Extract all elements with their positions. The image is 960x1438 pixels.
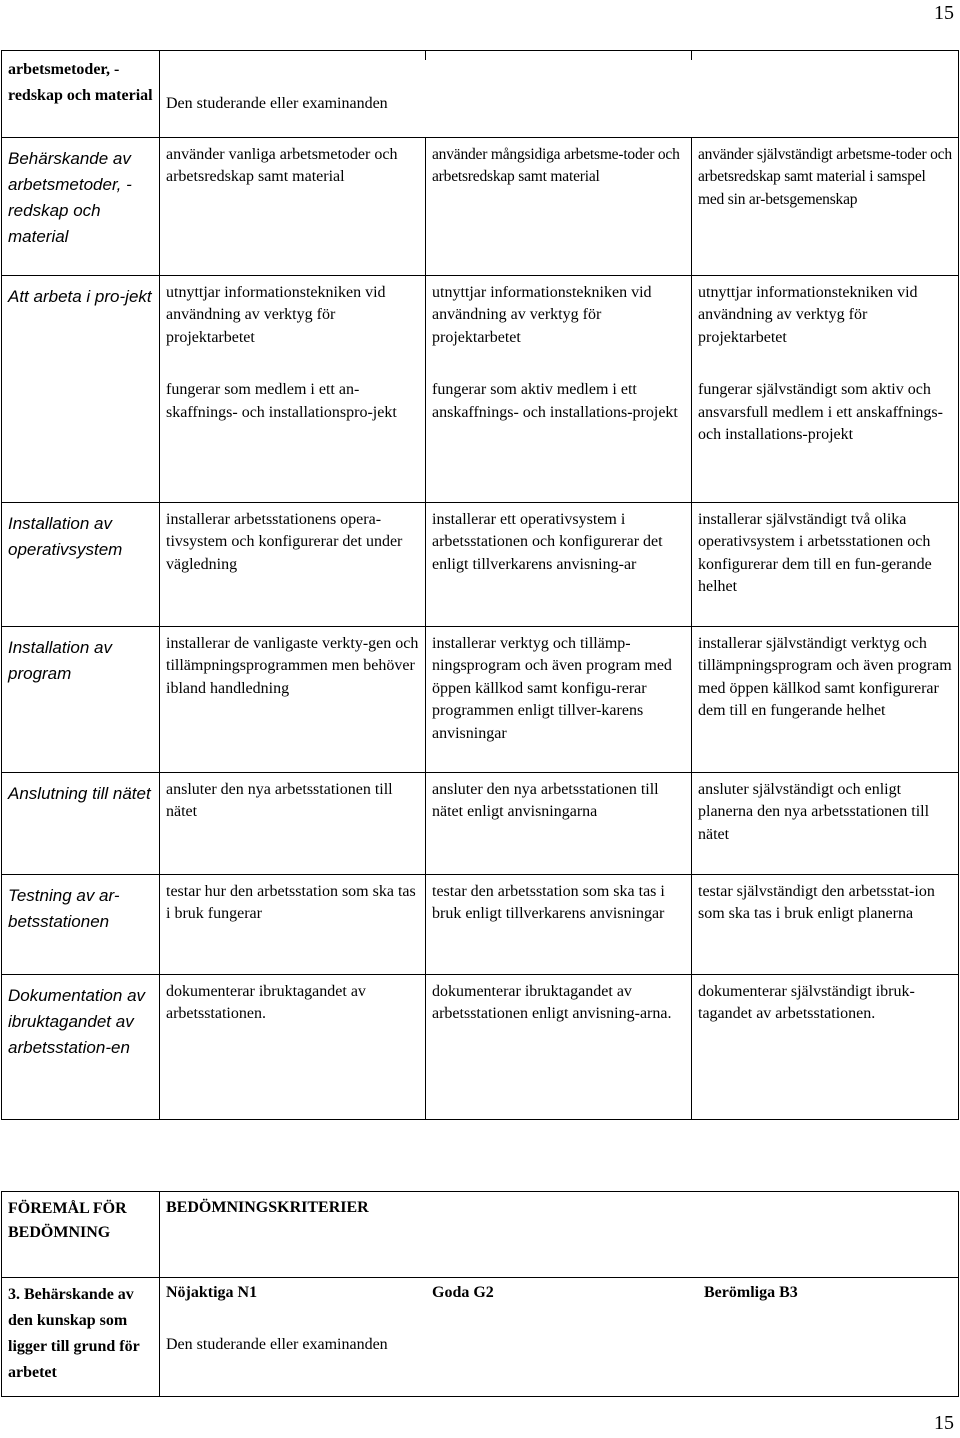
criteria-table [1, 50, 959, 1120]
row-label: Dokumentation av ibruktagandet av arbetsstation-en [2, 974, 160, 1119]
header-label: arbetsmetoder, -redskap och material [8, 61, 153, 104]
hair-cell-1 [160, 51, 426, 61]
grade-subject: Den studerande eller examinanden [166, 1336, 388, 1353]
object-label-cell [2, 1278, 160, 1397]
page-number-bottom: 15 [934, 1412, 954, 1434]
grade-g2: Goda G2 [432, 1284, 494, 1301]
cell-b3: testar självständigt den arbetsstat-ion som ska tas i bruk enligt planerna [692, 874, 959, 974]
row-label: Anslutning till nätet [2, 772, 160, 874]
criteria-header-cell [160, 1192, 959, 1278]
cell-b3: installerar självständigt verktyg och tillämpningsprogram och även program med öppen källkod samt konfigurerar dem till en fungerande helhet [692, 626, 959, 772]
row-label: Testning av ar-betsstationen [2, 874, 160, 974]
row-label: Installation av program [2, 626, 160, 772]
cell-n1: installerar de vanligaste verkty-gen och tillämpningsprogrammen men behöver ibland handledning [160, 626, 426, 772]
object-row [2, 1278, 959, 1397]
hair-cell-2 [426, 51, 692, 61]
cell-n1: utnyttjar informationstekniken vid användning av verktyg för projektarbetet fungerar som medlem i ett an-skaffnings- och installationspro-jekt [160, 275, 426, 502]
grade-b3: Berömliga B3 [704, 1284, 798, 1301]
page-number-top: 15 [934, 2, 954, 24]
cell-n1: installerar arbetsstationens opera-tivsystem och konfigurerar det under vägledning [160, 502, 426, 626]
cell-g2: ansluter den nya arbetsstationen till nätet enligt anvisningarna [426, 772, 692, 874]
cell-b3: ansluter självständigt och enligt planerna den nya arbetsstationen till nätet [692, 772, 959, 874]
subject-cell [160, 60, 959, 137]
cell-g2: installerar verktyg och tillämp-ningsprogram och även program med öppen källkod samt konfigu-rerar programmen enligt tillver-karens anvisningar [426, 626, 692, 772]
row-label: Att arbeta i pro-jekt [2, 275, 160, 502]
cell-n1: ansluter den nya arbetsstationen till nätet [160, 772, 426, 874]
table-row [2, 874, 959, 974]
row-label: Behärskande av arbetsmetoder, -redskap och material [2, 137, 160, 275]
row-label: Installation av operativsystem [2, 502, 160, 626]
table-row [2, 502, 959, 626]
cell-g2: testar den arbetsstation som ska tas i bruk enligt tillverkarens anvisningar [426, 874, 692, 974]
cell-n1: använder vanliga arbetsmetoder och arbetsredskap samt material [160, 137, 426, 275]
cell-g2: använder mångsidiga arbetsme-toder och arbetsredskap samt material [426, 137, 692, 275]
top-hair-row [2, 51, 959, 61]
hair-cell-3 [692, 51, 959, 61]
table-row [2, 275, 959, 502]
grade-labels [160, 1282, 958, 1304]
object-header: FÖREMÅL FÖR BEDÖMNING [8, 1200, 127, 1241]
cell-b3: dokumenterar självständigt ibruk-tagandet av arbetsstationen. [692, 974, 959, 1119]
cell-g2: installerar ett operativsystem i arbetsstationen och konfigurerar det enligt tillverkarens anvisning-ar [426, 502, 692, 626]
criteria-header: BEDÖMNINGSKRITERIER [166, 1199, 369, 1216]
cell-n1: testar hur den arbetsstation som ska tas i bruk fungerar [160, 874, 426, 974]
cell-b3: installerar självständigt två olika operativsystem i arbetsstationen och konfigurerar dem till en fun-gerande helhet [692, 502, 959, 626]
cell-g2: dokumenterar ibruktagandet av arbetsstationen enligt anvisning-arna. [426, 974, 692, 1119]
cell-n1: dokumenterar ibruktagandet av arbetsstationen. [160, 974, 426, 1119]
cell-b3: använder självständigt arbetsme-toder och arbetsredskap samt material i samspel med sin ar-betsgemenskap [692, 137, 959, 275]
grade-n1: Nöjaktiga N1 [166, 1284, 258, 1301]
object-label: 3. Behärskande av den kunskap som ligger till grund för arbetet [8, 1286, 140, 1381]
cell-g2: utnyttjar informationstekniken vid användning av verktyg för projektarbetet fungerar som aktiv medlem i ett anskaffnings- och installations-projekt [426, 275, 692, 502]
table-row [2, 974, 959, 1119]
table-row [2, 626, 959, 772]
cell-b3: utnyttjar informationstekniken vid användning av verktyg för projektarbetet fungerar självständigt som aktiv och ansvarsfull medlem i ett anskaffnings- och installations-projekt [692, 275, 959, 502]
object-header-row [2, 1192, 959, 1278]
object-header-cell [2, 1192, 160, 1278]
grade-cell [160, 1278, 959, 1397]
table-row [2, 772, 959, 874]
assessment-object-table [1, 1191, 959, 1397]
table-row [2, 137, 959, 275]
subject-text: Den studerande eller examinanden [166, 95, 388, 112]
header-label-cell [2, 51, 160, 138]
